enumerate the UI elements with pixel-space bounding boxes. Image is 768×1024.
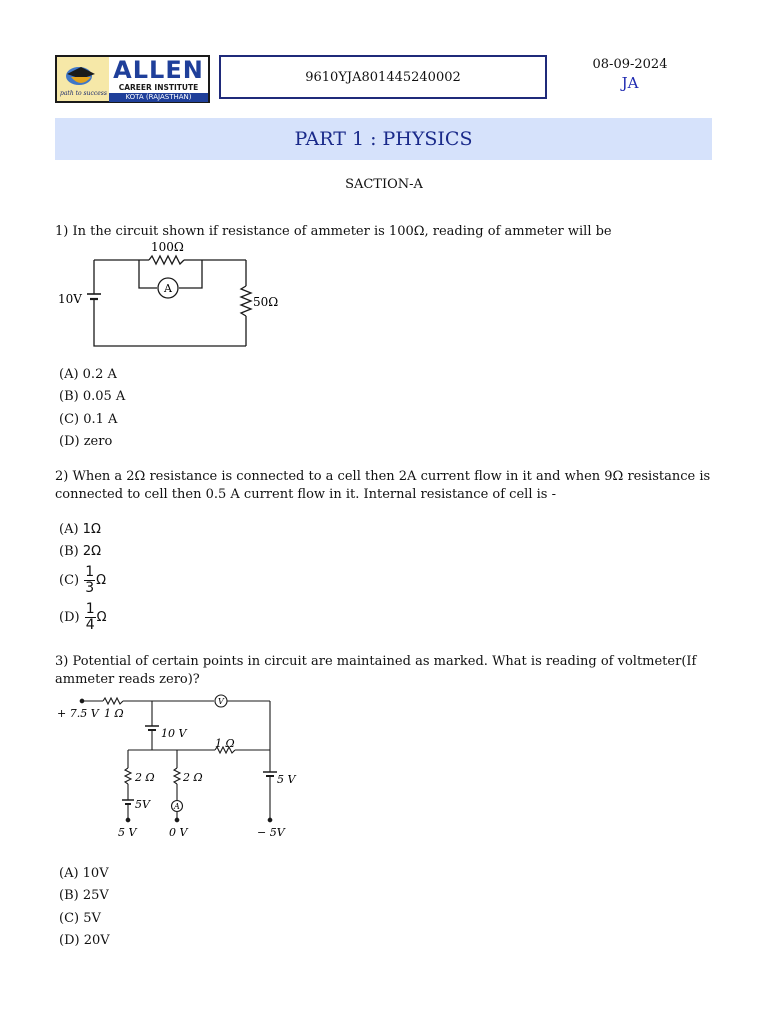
question-1-text: 1) In the circuit shown if resistance of ammeter is 100Ω, reading of ammeter will be bbox=[55, 224, 612, 239]
logo-text bbox=[109, 57, 208, 101]
q3-label-2-ohm-mid: 2 Ω bbox=[183, 771, 203, 784]
fraction-denominator: 4 bbox=[85, 617, 95, 633]
paper-code-box bbox=[219, 55, 547, 99]
question-2-text: 2) When a 2Ω resistance is connected to a cell then 2A current flow in it and when 9Ω resistance is connected to cell then 0.5 A current flow in it. Internal resistance of cell is - bbox=[55, 469, 711, 502]
logo-tagline: path to success bbox=[60, 90, 107, 97]
part-title: PART 1 : PHYSICS bbox=[294, 128, 473, 150]
q3-ammeter-label: A bbox=[174, 802, 180, 811]
logo-brand: ALLEN bbox=[113, 56, 204, 84]
exam-date: 08-09-2024 bbox=[592, 57, 668, 72]
q3-option-a[interactable]: (A) 10V bbox=[59, 866, 109, 881]
logo-emblem-icon bbox=[57, 57, 109, 101]
q1-label-10v: 10V bbox=[58, 292, 82, 306]
q3-label-2-ohm-left: 2 Ω bbox=[135, 771, 155, 784]
q2-option-a-prefix: (A) bbox=[59, 522, 83, 537]
q3-label-10v: 10 V bbox=[161, 727, 187, 740]
q3-label-r-mid: 1 Ω bbox=[215, 737, 235, 750]
q3-option-b[interactable]: (B) 25V bbox=[59, 888, 109, 903]
question-3-circuit-diagram bbox=[55, 690, 305, 840]
q2-option-a-value: 1Ω bbox=[82, 522, 101, 537]
fraction-numerator: 1 bbox=[85, 564, 95, 580]
part-title-bar bbox=[55, 118, 712, 160]
q3-terminal-minus-5v: − 5V bbox=[257, 826, 285, 839]
q2-option-b-prefix: (B) bbox=[59, 544, 83, 559]
q2-option-b-value: 2Ω bbox=[82, 544, 102, 559]
q2-option-c[interactable] bbox=[59, 565, 106, 596]
q2-option-d-fraction bbox=[85, 602, 96, 633]
q1-option-a[interactable]: (A) 0.2 A bbox=[59, 367, 117, 382]
logo-subtitle: CAREER INSTITUTE bbox=[118, 83, 199, 92]
q2-option-d[interactable] bbox=[59, 602, 107, 633]
q2-option-d-prefix: (D) bbox=[59, 610, 84, 625]
q2-option-c-fraction bbox=[84, 565, 95, 596]
q1-ammeter-label: A bbox=[164, 282, 172, 295]
fraction-numerator: 1 bbox=[85, 601, 95, 617]
question-3-text: 3) Potential of certain points in circuit are maintained as marked. What is reading of voltmeter(If ammeter reads zero)? bbox=[55, 654, 697, 687]
q3-terminal-0v: 0 V bbox=[169, 826, 188, 839]
q1-option-b[interactable]: (B) 0.05 A bbox=[59, 389, 126, 404]
q1-option-d[interactable]: (D) zero bbox=[59, 434, 113, 449]
q3-option-c[interactable]: (C) 5V bbox=[59, 911, 101, 926]
unit-ohm: Ω bbox=[96, 610, 107, 625]
q2-option-c-prefix: (C) bbox=[59, 573, 84, 588]
q3-terminal-5v: 5 V bbox=[118, 826, 137, 839]
q2-option-a[interactable] bbox=[59, 522, 101, 537]
q1-option-c[interactable]: (C) 0.1 A bbox=[59, 412, 118, 427]
q3-label-plus-7-5v: + 7.5 V bbox=[57, 707, 99, 720]
fraction-denominator: 3 bbox=[85, 580, 95, 596]
section-title: SACTION-A bbox=[345, 177, 423, 192]
paper-code: 9610YJA801445240002 bbox=[305, 69, 461, 85]
question-1-circuit-diagram bbox=[55, 236, 295, 352]
q3-voltmeter-label: V bbox=[218, 697, 224, 706]
logo-location: KOTA (RAJASTHAN) bbox=[109, 93, 208, 102]
session-code: JA bbox=[621, 74, 639, 92]
unit-ohm: Ω bbox=[96, 573, 107, 588]
q3-label-5v-right-battery: 5 V bbox=[277, 773, 296, 786]
q1-label-50-ohm: 50Ω bbox=[253, 295, 279, 309]
q2-option-b[interactable] bbox=[59, 544, 101, 559]
q3-label-r1: 1 Ω bbox=[104, 707, 124, 720]
q1-label-100-ohm: 100Ω bbox=[151, 240, 184, 254]
q3-option-d[interactable]: (D) 20V bbox=[59, 933, 110, 948]
institute-logo bbox=[55, 55, 210, 103]
q3-label-5v-battery: 5V bbox=[135, 798, 150, 811]
